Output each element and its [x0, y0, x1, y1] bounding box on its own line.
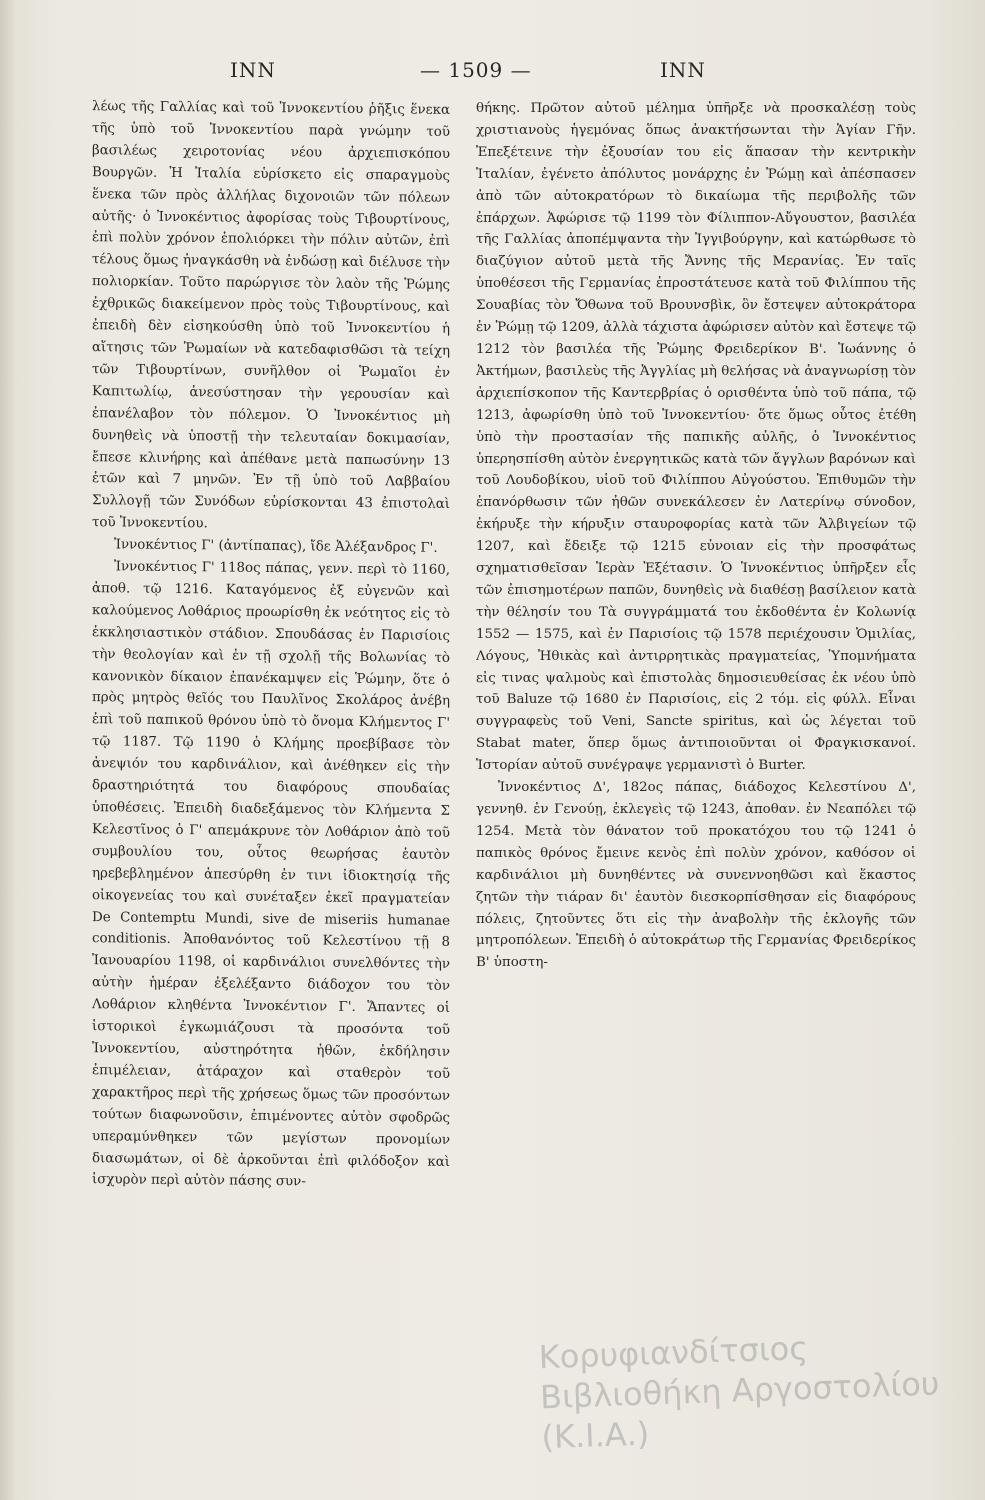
library-watermark: Κορυφιανδίτσιος Βιβλιοθήκη Αργοστολίου (Κ.Ι.Α.): [538, 1328, 940, 1457]
left-text-column: [92, 96, 450, 1430]
page-edge-shadow: [0, 0, 14, 1500]
page-header: [60, 58, 920, 92]
entry-paragraph: Ἰννοκέντιος Γ' (ἀντίπαπας), ἴδε Ἀλέξανδρος Γ'.: [114, 537, 438, 556]
paragraph: λέως τῆς Γαλλίας καὶ τοῦ Ἰννοκεντίου ῥῆξις ἕνεκα τῆς ὑπὸ τοῦ Ἰννοκεντίου παρὰ γνώμην τοῦ βασιλέως χειροτονίας νέου ἀρχιεπισκόπου Βουργῶν. Ἡ Ἰταλία εὑρίσκετο εἰς σπαραγμοὺς ἕνεκα τῶν πρὸς ἀλλήλας διχονοιῶν τῶν πόλεων αὐτῆς· ὁ Ἰννοκέντιος ἀφορίσας τοὺς Τιβουρτίνους, ἐπὶ πολὺν χρόνον ἐπολιόρκει τὴν πόλιν αὐτῶν, ἐπὶ τέλους ὅμως ἠναγκάσθη νὰ ἐνδώσῃ καὶ διέλυσε τὴν πολιορκίαν. Τοῦτο παρώργισε τὸν λαὸν τῆς Ῥώμης ἐχθρικῶς διακείμενον πρὸς τοὺς Τιβουρτίνους, καὶ ἐπειδὴ δὲν εἰσηκούσθη ὑπὸ τοῦ Ἰννοκεντίου ἡ αἴτησις τῶν Ῥωμαίων νὰ κατεδαφισθῶσι τὰ τείχη τῶν Τιβουρτίνων, συνῆλθον οἱ Ῥωμαῖοι ἐν Καπιτωλίῳ, ἀνεσύστησαν τὴν γερουσίαν καὶ ἐπανέλαβον τὸν πόλεμον. Ὁ Ἰννοκέντιος μὴ δυνηθεὶς νὰ ὑποστῇ τὴν τελευταίαν δοκιμασίαν, ἔπεσε κλινήρης καὶ ἀπέθανε μετὰ παπωσύνην 13 ἐτῶν καὶ 7 μηνῶν. Ἐν τῇ ὑπὸ τοῦ Λαββαίου Συλλογῇ τῶν Συνόδων εὑρίσκονται 43 ἐπιστολαὶ τοῦ Ἰννοκεντίου.: [92, 99, 450, 532]
right-text-column: [476, 98, 916, 1428]
page-number: — 1509 —: [420, 58, 532, 82]
header-left-keyword: INN: [230, 58, 276, 82]
entry-paragraph: Ἰννοκέντιος Γ' 118ος πάπας, γενν. περὶ τὸ 1160, ἀποθ. τῷ 1216. Καταγόμενος ἐξ εὐγενῶν καὶ καλούμενος Λοθάριος προωρίσθη ἐκ νεότητος εἰς τὸ ἐκκλησιαστικὸν στάδιον. Σπουδάσας ἐν Παρισίοις τὴν θεολογίαν καὶ ἐν τῇ σχολῇ τῆς Βολωνίας τὸ κανονικὸν δίκαιον ἐπανέκαμψεν εἰς Ῥώμην, ὅτε ὁ πρὸς μητρὸς θεῖός του Παυλῖνος Σκολάρος ἀνέβη ἐπὶ τοῦ παπικοῦ θρόνου ὑπὸ τὸ ὄνομα Κλήμεντος Γ' τῷ 1187. Τῷ 1190 ὁ Κλήμης προεβίβασε τὸν ἀνεψιόν του καρδινάλιον, καὶ ἀνέθηκεν εἰς τὴν δραστηριότητά του διαφόρους σπουδαίας ὑποθέσεις. Ἐπειδὴ διαδεξάμενος τὸν Κλήμεντα Σ Κελεστῖνος ὁ Γ' απεμάκρυνε τὸν Λοθάριον ἀπὸ τοῦ συμβουλίου του, οὗτος θεωρήσας ἑαυτὸν ηρεβεβλημένον ἀπεσύρθη ἐν τινι ἰδιοκτησίᾳ τῆς οἰκογενείας του καὶ συνέταξεν ἐκεῖ πραγματείαν De Contemptu Mundi, sive de miseriis humanae conditionis. Ἀποθανόντος τοῦ Κελεστίνου τῇ 8 Ἰανουαρίου 1198, οἱ καρδινάλιοι συνελθόντες τὴν αὐτὴν ἡμέραν ἐξελέξαντο διάδοχον του τὸν Λοθάριον κληθέντα Ἰννοκέντιον Γ'. Ἅπαντες οἱ ἱστορικοὶ ἐγκωμιάζουσι τὰ προσόντα τοῦ Ἰννοκεντίου, αὐστηρότητα ἠθῶν, ἐκδήλησιν ἐπιμέλειαν, ἀτάραχον καὶ σταθερὸν τοῦ χαρακτῆρος περὶ τῆς χρήσεως ὅμως τῶν προσόντων τούτων διαφωνοῦσιν, ἐπιμένοντες αὐτὸν σφοδρῶς υπεραμύνθηκεν τῶν μεγίστων προνομίων διασωμάτων, οἱ δὲ ἀρκοῦνται ἐπὶ φιλόδοξον καὶ ἰσχυρὸν περὶ αὐτὸν πάσης συν-: [92, 559, 450, 1190]
header-right-keyword: INN: [660, 58, 706, 82]
paragraph: θήκης. Πρῶτον αὐτοῦ μέλημα ὑπῆρξε νὰ προσκαλέσῃ τοὺς χριστιανοὺς ἡγεμόνας ὅπως ἀνακτήσωνται τὴν Ἁγίαν Γῆν. Ἐπεξέτεινε τὴν ἐξουσίαν του εἰς ἅπασαν τὴν κεντρικὴν Ἰταλίαν, ἐγένετο ἀπόλυτος μονάρχης ἐν Ῥώμῃ καὶ ἀπέσπασεν ἀπὸ τῶν αὐτοκρατόρων τὸ δικαίωμα τῆς περιβολῆς τῶν ἐπάρχων. Ἀφώρισε τῷ 1199 τὸν Φίλιππον-Αὔγουστον, βασιλέα τῆς Γαλλίας ἀποπέμψαντα τὴν Ἰγγιβούργην, καὶ κατώρθωσε τὸ διαζύγιον αὐτοῦ μετὰ τῆς Ἄννης τῆς Μερανίας. Ἐν ταῖς ὑποθέσεσι τῆς Γερμανίας ἐπροστάτευσε κατὰ τοῦ Φιλίππου τῆς Σουαβίας τὸν Ὄθωνα τοῦ Βρουνσβὶκ, ὃν ἔστεψεν αὐτοκράτορα ἐν Ῥώμῃ τῷ 1209, ἀλλὰ τάχιστα ἀφώρισεν αὐτὸν καὶ ἔστεψε τῷ 1212 τὸν βασιλέα τῆς Ῥώμης Φρειδερίκον Β'. Ἰωάννης ὁ Ἀκτήμων, βασιλεὺς τῆς Ἀγγλίας μὴ θελήσας νὰ ἀναγνωρίσῃ τὸν ἀρχιεπίσκοπον τῆς Καντερβρίας ὁ ορισθέντα ὑπὸ τοῦ πάπα, τῷ 1213, ἀφωρίσθη ὑπὸ τοῦ Ἰννοκεντίου· ὅτε ὅμως οὗτος ἐτέθη ὑπὸ τὴν προστασίαν τῆς παπικῆς αὐλῆς, ὁ Ἰννοκέντιος ὑπερησπίσθη αὐτὸν ἐνεργητικῶς κατὰ τῶν ἄγγλων βαρόνων καὶ τοῦ Λουδοβίκου, υἱοῦ τοῦ Φιλίππου Αὐγούστου. Ἐπιθυμῶν τὴν ἐπανόρθωσιν τῶν ἠθῶν συνεκάλεσεν ἐν Λατερίνῳ σύνοδον, ἐκήρυξε τὴν κήρυξιν σταυροφορίας κατὰ τῶν Ἀλβιγείων τῷ 1207, καὶ ἔδειξε τῷ 1215 εὐνοιαν εἰς τὴν προσφάτως σχηματισθεῖσαν Ἱερὰν Ἐξέτασιν. Ὁ Ἰννοκέντιος ὑπῆρξεν εἷς τῶν ἐπισημοτέρων παπῶν, δυνηθεὶς νὰ διαθέσῃ βασίλειον κατὰ τὴν θέλησίν του Τὰ συγγράμματά του ἐκδοθέντα ἐν Κολωνίᾳ 1552 — 1575, καὶ ἐν Παρισίοις τῷ 1578 περιέχουσιν Ὁμιλίας, Λόγους, Ἠθικὰς καὶ ἀντιρρητικὰς πραγματείας, Ὑπομνήματα εἰς τινας ψαλμοὺς καὶ ἐπιστολὰς δημοσιευθείσας ἐκ νέου ὑπὸ τοῦ Baluze τῷ 1680 ἐν Παρισίοις, εἰς 2 τόμ. εἰς φύλλ. Εἶναι συγγραφεὺς τοῦ Veni, Sancte spiritus, καὶ ὡς λέγεται τοῦ Stabat mater, ὅπερ ὅμως ἀντιποιοῦνται οἱ Φραγκισκανοί. Ἱστορίαν αὐτοῦ συνέγραψε γερμανιστὶ ὁ Burter.: [476, 101, 916, 774]
entry-paragraph: Ἰννοκέντιος Δ', 182ος πάπας, διάδοχος Κελεστίνου Δ', γεννηθ. ἐν Γενούῃ, ἐκλεγεὶς τῷ 1243, ἀποθαν. ἐν Νεαπόλει τῷ 1254. Μετὰ τὸν θάνατον τοῦ προκατόχου του τῷ 1241 ὁ παπικὸς θρόνος ἔμεινε κενὸς ἐπὶ πολὺν χρόνον, καθόσον οἱ καρδινάλιοι μὴ δυνηθέντες νὰ συνεννοηθῶσι καὶ ἕκαστος ζητῶν τὴν τιάραν δι' ἑαυτὸν διεσκορπίσθησαν εἰς διαφόρους πόλεις, ζητοῦντες ὅτι εἰς τὴν ἀναβολὴν τῆς ἐκλογῆς τῶν μητροπόλεων. Ἐπειδὴ ὁ αὐτοκράτωρ τῆς Γερμανίας Φρειδερίκος Β' ὑποστη-: [476, 780, 916, 971]
